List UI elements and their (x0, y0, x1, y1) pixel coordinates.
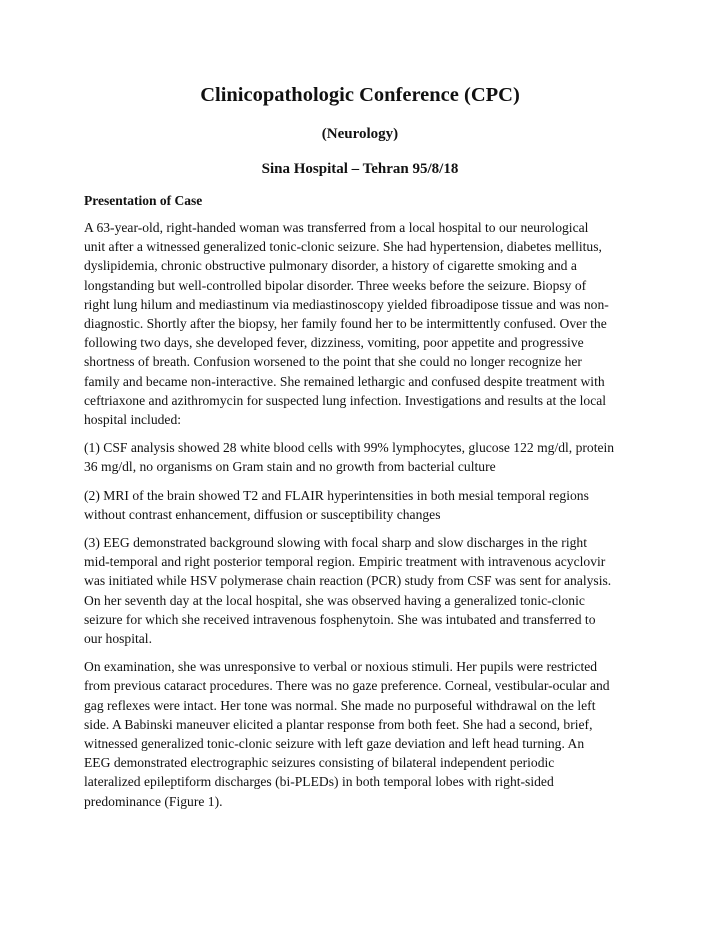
text-line: (1) CSF analysis showed 28 white blood cells with 99% lymphocytes, glucose 122 mg/dl, protein (84, 440, 615, 456)
text-line: predominance (Figure 1). (84, 793, 223, 809)
text-line: (3) EEG demonstrated background slowing with focal sharp and slow discharges in the right (84, 535, 587, 551)
text-line: witnessed generalized tonic-clonic seizure with left gaze deviation and left head turning. An (84, 736, 585, 752)
text-line: On her seventh day at the local hospital, she was observed having a generalized tonic-clonic (84, 592, 585, 608)
text-line: lateralized epileptiform discharges (bi-PLEDs) in both temporal lobes with right-sided (84, 774, 554, 790)
text-line: our hospital. (84, 631, 152, 647)
text-line: dyslipidemia, chronic obstructive pulmonary disorder, a history of cigarette smoking and a (84, 258, 577, 274)
text-line: shortness of breath. Confusion worsened to the point that she could no longer recognize her (84, 354, 582, 370)
document-location-date: Sina Hospital – Tehran 95/8/18 (261, 161, 459, 177)
text-line: side. A Babinski maneuver elicited a plantar response from both feet. She had a second, brief, (84, 716, 593, 732)
text-line: was initiated while HSV polymerase chain reaction (PCR) study from CSF was sent for analysis. (84, 573, 612, 589)
text-line: longstanding but well-controlled bipolar disorder. Three weeks before the seizure. Biopsy of (84, 277, 587, 293)
text-line: A 63-year-old, right-handed woman was transferred from a local hospital to our neurological (84, 220, 589, 235)
document-title: Clinicopathologic Conference (CPC) (200, 84, 520, 106)
text-line: diagnostic. Shortly after the biopsy, her family found her to be intermittently confused. Over the (84, 316, 607, 332)
paragraph-csf (84, 438, 640, 476)
text-line: (2) MRI of the brain showed T2 and FLAIR hyperintensities in both mesial temporal regions (84, 487, 589, 503)
case-body (84, 218, 640, 820)
text-line: EEG demonstrated electrographic seizures consisting of bilateral independent periodic (84, 755, 555, 771)
text-line: from previous cataract procedures. There was no gaze preference. Corneal, vestibular-ocular and (84, 678, 610, 694)
text-line: mid-temporal and right posterior temporal region. Empiric treatment with intravenous acyclovir (84, 554, 606, 570)
text-line: following two days, she developed fever, dizziness, vomiting, poor appetite and progressive (84, 335, 584, 351)
paragraph-mri (84, 486, 640, 524)
paragraph-eeg (84, 533, 640, 648)
text-line: without contrast enhancement, diffusion or susceptibility changes (84, 506, 441, 522)
text-line: unit after a witnessed generalized tonic-clonic seizure. She had hypertension, diabetes mellitus, (84, 239, 602, 255)
text-line: seizure for which she received intravenous fosphenytoin. She was intubated and transferred to (84, 611, 596, 627)
text-line: family and became non-interactive. She remained lethargic and confused despite treatment with (84, 373, 605, 389)
text-line: ceftriaxone and azithromycin for suspected lung infection. Investigations and results at the local (84, 392, 607, 408)
paragraph-examination (84, 657, 640, 811)
paragraph-history (84, 218, 640, 429)
text-line: hospital included: (84, 412, 182, 428)
section-heading: Presentation of Case (84, 193, 203, 208)
text-line: 36 mg/dl, no organisms on Gram stain and no growth from bacterial culture (84, 459, 496, 475)
text-line: right lung hilum and mediastinum via mediastinoscopy yielded fibroadipose tissue and was non- (84, 296, 609, 312)
text-line: gag reflexes were intact. Her tone was normal. She made no purposeful withdrawal on the left (84, 697, 596, 713)
document-subtitle: (Neurology) (321, 126, 399, 142)
text-line: On examination, she was unresponsive to verbal or noxious stimuli. Her pupils were restricted (84, 659, 598, 675)
